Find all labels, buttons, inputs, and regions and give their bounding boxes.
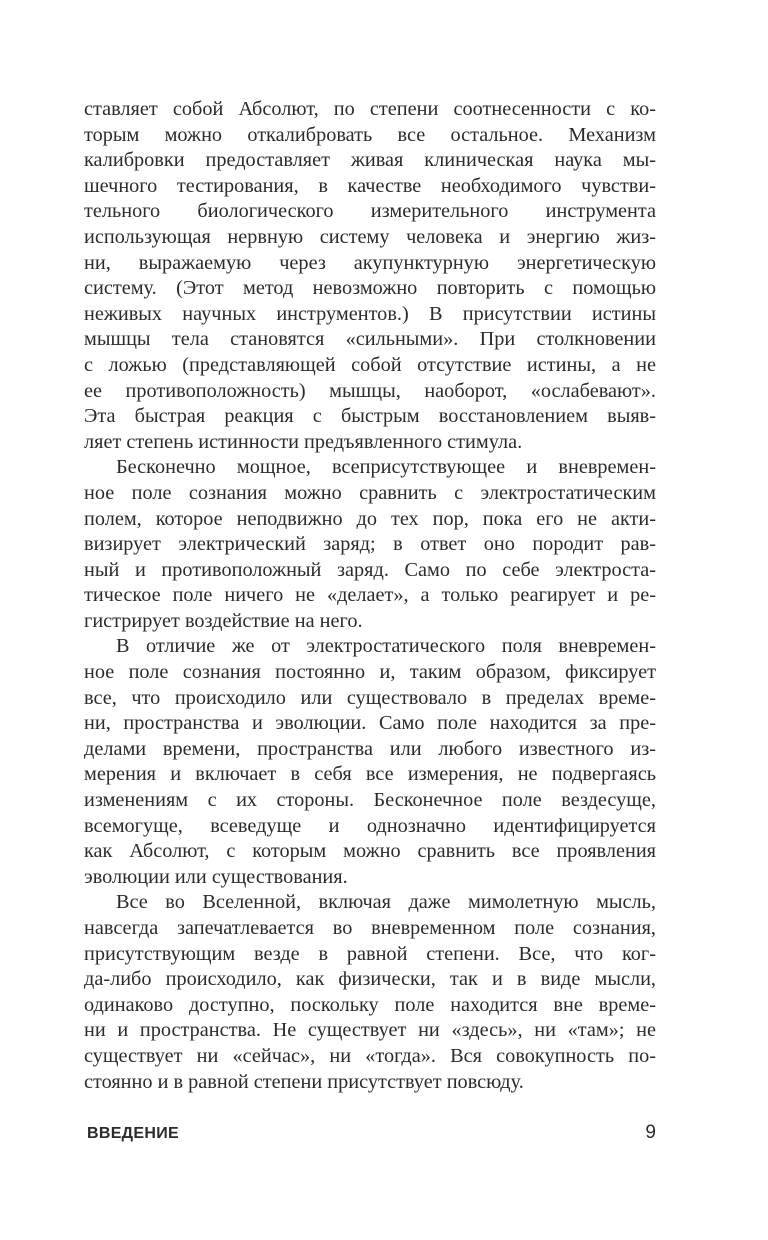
text-line: одинаково доступно, поскольку поле находится вне време- bbox=[84, 993, 656, 1016]
text-line: с ложью (представляющей собой отсутствие истины, а не bbox=[84, 353, 656, 376]
text-line: ни, выражаемую через акупунктурную энергетическую bbox=[84, 251, 656, 274]
text-line: все, что происходило или существовало в пределах време- bbox=[84, 686, 656, 709]
text-line: ное поле сознания постоянно и, таким образом, фиксирует bbox=[84, 661, 656, 684]
text-line: навсегда запечатлевается во вневременном поле сознания, bbox=[84, 917, 656, 939]
text-line: ни и пространства. Не существует ни «здесь», ни «там»; не bbox=[84, 1019, 656, 1042]
text-line: существует ни «сейчас», ни «тогда». Вся совокупность по- bbox=[84, 1044, 656, 1067]
running-footer-title: ВВЕДЕНИЕ bbox=[87, 1125, 179, 1142]
text-line: тическое поле ничего не «делает», а только реагирует и ре- bbox=[84, 584, 656, 607]
text-line: полем, которое неподвижно до тех пор, пока его не акти- bbox=[84, 507, 656, 530]
text-line: Все во Вселенной, включая даже мимолетную мысль, bbox=[116, 891, 656, 914]
text-line: шечного тестирования, в качестве необходимого чувстви- bbox=[84, 174, 656, 197]
text-line: тельного биологического измерительного инструмента bbox=[84, 200, 656, 223]
text-line: неживых научных инструментов.) В присутствии истины bbox=[84, 302, 656, 325]
text-line: эволюции или существования. bbox=[84, 865, 348, 888]
text-line: В отличие же от электростатического поля вневремен- bbox=[116, 635, 656, 658]
text-line: мышцы тела становятся «сильными». При столкновении bbox=[84, 328, 656, 351]
text-line: визирует электрический заряд; в ответ оно породит рав- bbox=[84, 533, 656, 556]
text-line: как Абсолют, с которым можно сравнить все проявления bbox=[84, 840, 656, 863]
text-line: Бесконечно мощное, всеприсутствующее и вневремен- bbox=[116, 456, 656, 479]
text-line: Эта быстрая реакция с быстрым восстановлением выяв- bbox=[84, 405, 656, 428]
text-line: да-либо происходило, как физически, так и в виде мысли, bbox=[84, 968, 656, 991]
text-line: присутствующим везде в равной степени. Все, что ког- bbox=[84, 942, 656, 965]
body-text bbox=[84, 97, 656, 1095]
text-line: ее противоположность) мышцы, наоборот, «ослабевают». bbox=[84, 379, 656, 402]
text-line: ное поле сознания можно сравнить с электростатическим bbox=[84, 481, 656, 504]
text-line: калибровки предоставляет живая клиническая наука мы- bbox=[84, 149, 656, 172]
text-line: торым можно откалибровать все остальное. Механизм bbox=[84, 123, 656, 146]
text-line: ляет степень истинности предъявленного стимула. bbox=[84, 430, 523, 453]
text-line: ни, пространства и эволюции. Само поле находится за пре- bbox=[84, 712, 656, 735]
page-number: 9 bbox=[645, 1122, 656, 1143]
text-line: изменениям с их стороны. Бесконечное поле вездесуще, bbox=[84, 789, 656, 812]
text-line: использующая нервную систему человека и энергию жиз- bbox=[84, 225, 656, 248]
text-line: мерения и включает в себя все измерения, не подвергаясь bbox=[84, 763, 656, 786]
text-line: всемогуще, всеведуще и однозначно идентифицируется bbox=[84, 814, 656, 837]
text-line: ный и противоположный заряд. Само по себе электроста- bbox=[84, 558, 656, 581]
text-line: гистрирует воздействие на него. bbox=[84, 609, 363, 632]
text-line: систему. (Этот метод невозможно повторить с помощью bbox=[84, 277, 656, 300]
text-line: делами времени, пространства или любого известного из- bbox=[84, 737, 656, 760]
text-line: стоянно и в равной степени присутствует повсюду. bbox=[84, 1070, 524, 1093]
text-line: ставляет собой Абсолют, по степени соотнесенности с ко- bbox=[84, 98, 656, 120]
